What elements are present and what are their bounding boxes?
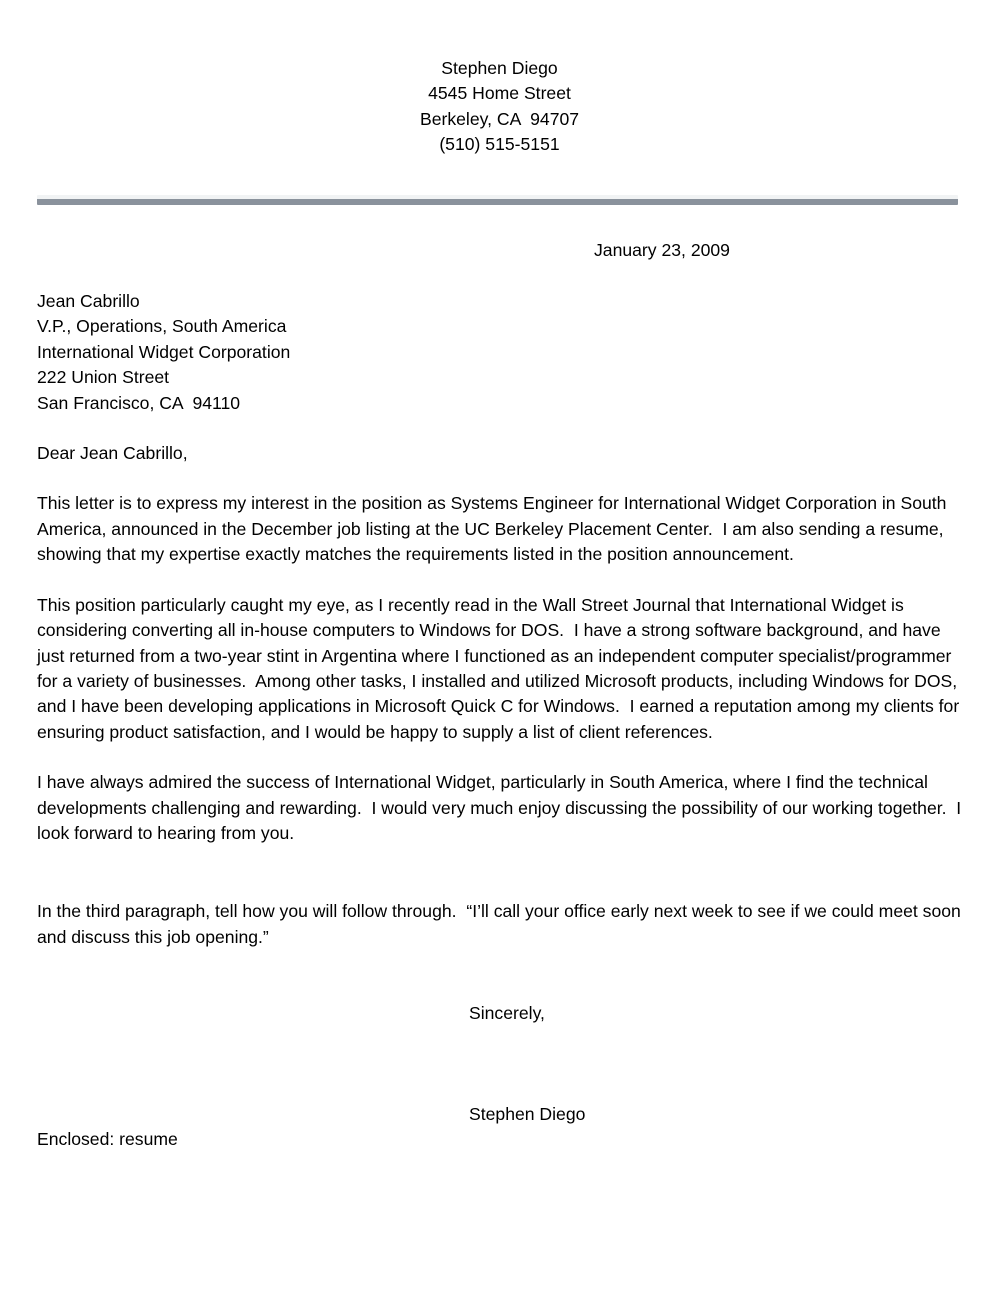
sender-street: 4545 Home Street (428, 83, 571, 104)
recipient-address-block (37, 289, 962, 416)
body-paragraph-3: I have always admired the success of International Widget, particularly in South America, where I find the technical developments challenging and rewarding. I would very much enjoy discussing the possibility of our working together. I look forward to hearing from you. (37, 772, 967, 843)
signature-name: Stephen Diego (469, 1103, 586, 1124)
body-paragraph-4: In the third paragraph, tell how you will follow through. “I’ll call your office early next week to see if we could meet soon and discuss this job opening.” (37, 901, 966, 947)
sender-name: Stephen Diego (441, 58, 558, 78)
closing-line: Sincerely, (469, 1003, 545, 1024)
body-paragraph-2: This position particularly caught my eye, as I recently read in the Wall Street Journal that International Widget is considering converting all in-house computers to Windows for DOS. I have a strong software background, and have just returned from a two-year stint in Argentina where I functioned as an independent computer specialist/programmer for a variety of businesses. Among other tasks, I installed and utilized Microsoft products, including Windows for DOS, and I have been developing applications in Microsoft Quick C for Windows. I earned a reputation among my clients for ensuring product satisfaction, and I would be happy to supply a list of client references. (37, 594, 965, 742)
recipient-city-state-zip: San Francisco, CA 94110 (37, 392, 241, 413)
letter-date: January 23, 2009 (594, 239, 730, 260)
horizontal-rule (37, 195, 958, 205)
recipient-title: V.P., Operations, South America (37, 316, 287, 337)
salutation: Dear Jean Cabrillo, (37, 443, 188, 464)
recipient-name: Jean Cabrillo (37, 291, 140, 312)
recipient-street: 222 Union Street (37, 367, 170, 388)
sender-letterhead (37, 56, 962, 158)
recipient-company: International Widget Corporation (37, 341, 291, 362)
sender-phone: (510) 515-5151 (439, 134, 560, 155)
body-paragraph-1: This letter is to express my interest in the position as Systems Engineer for International Widget Corporation in South America, announced in the December job listing at the UC Berkeley Placement Center. I am also sending a resume, showing that my expertise exactly matches the requirements listed in the position announcement. (37, 493, 951, 565)
enclosure-line: Enclosed: resume (37, 1128, 178, 1149)
sender-city-state-zip: Berkeley, CA 94707 (419, 108, 580, 129)
